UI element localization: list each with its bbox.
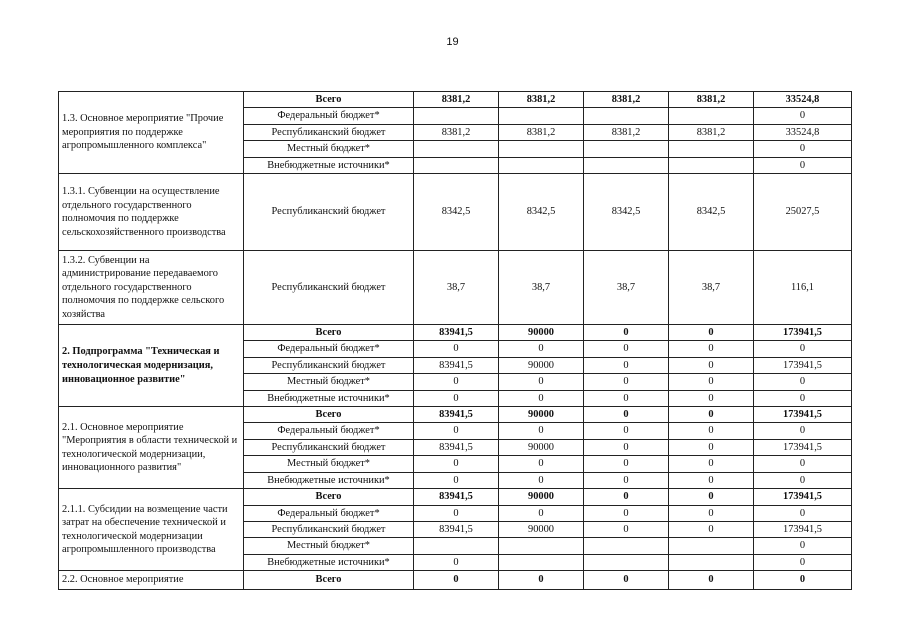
value-year-3 (584, 538, 669, 554)
value-year-3: 8381,2 (584, 92, 669, 108)
value-year-1 (414, 157, 499, 173)
funding-source: Внебюджетные источники* (244, 554, 414, 570)
value-year-4 (669, 108, 754, 124)
value-year-3: 0 (584, 407, 669, 423)
funding-source: Внебюджетные источники* (244, 390, 414, 406)
value-year-4: 8381,2 (669, 92, 754, 108)
value-total: 116,1 (754, 251, 852, 325)
funding-source: Местный бюджет* (244, 374, 414, 390)
value-year-4: 0 (669, 325, 754, 341)
value-total: 0 (754, 472, 852, 488)
funding-source: Республиканский бюджет (244, 521, 414, 537)
value-year-4: 0 (669, 407, 754, 423)
value-year-4: 0 (669, 341, 754, 357)
value-year-1: 83941,5 (414, 325, 499, 341)
value-year-2: 90000 (499, 325, 584, 341)
value-year-2: 90000 (499, 489, 584, 505)
value-year-2: 90000 (499, 357, 584, 373)
value-year-4 (669, 141, 754, 157)
value-year-2: 0 (499, 341, 584, 357)
value-year-2: 90000 (499, 407, 584, 423)
value-year-1: 8381,2 (414, 124, 499, 140)
value-year-2: 0 (499, 423, 584, 439)
value-year-1: 83941,5 (414, 489, 499, 505)
value-year-2: 38,7 (499, 251, 584, 325)
value-year-4 (669, 538, 754, 554)
value-year-1: 8381,2 (414, 92, 499, 108)
value-year-3: 0 (584, 472, 669, 488)
value-year-1: 0 (414, 374, 499, 390)
value-year-1: 0 (414, 472, 499, 488)
value-year-3 (584, 157, 669, 173)
value-year-2: 0 (499, 456, 584, 472)
value-year-4 (669, 554, 754, 570)
funding-source: Федеральный бюджет* (244, 108, 414, 124)
funding-source: Республиканский бюджет (244, 357, 414, 373)
value-total: 0 (754, 423, 852, 439)
funding-source: Республиканский бюджет (244, 251, 414, 325)
value-year-3: 8381,2 (584, 124, 669, 140)
budget-table (58, 91, 852, 590)
value-year-4: 0 (669, 357, 754, 373)
funding-source: Внебюджетные источники* (244, 157, 414, 173)
value-year-3: 0 (584, 374, 669, 390)
funding-source: Местный бюджет* (244, 538, 414, 554)
value-year-3: 38,7 (584, 251, 669, 325)
measure-name: 1.3.1. Субвенции на осуществление отдельного государственного полномочия по поддержке сельскохозяйственного производства (59, 174, 244, 251)
funding-source: Республиканский бюджет (244, 124, 414, 140)
measure-name: 2.1.1. Субсидии на возмещение части затрат на обеспечение технической и технологической модернизации агропромышленного производства (59, 489, 244, 571)
value-year-2: 8381,2 (499, 92, 584, 108)
value-year-1: 83941,5 (414, 521, 499, 537)
value-total: 0 (754, 108, 852, 124)
value-year-2 (499, 538, 584, 554)
value-year-4: 0 (669, 489, 754, 505)
value-year-3: 0 (584, 521, 669, 537)
funding-source: Всего (244, 325, 414, 341)
value-year-1 (414, 141, 499, 157)
value-year-3: 0 (584, 489, 669, 505)
value-year-3 (584, 554, 669, 570)
table-row (59, 251, 852, 325)
value-year-3 (584, 141, 669, 157)
value-year-4: 0 (669, 505, 754, 521)
value-year-3: 0 (584, 456, 669, 472)
value-year-2 (499, 554, 584, 570)
value-total: 0 (754, 157, 852, 173)
table-row (59, 407, 852, 423)
funding-source: Местный бюджет* (244, 141, 414, 157)
value-year-4 (669, 157, 754, 173)
value-year-1: 0 (414, 390, 499, 406)
value-year-1: 8342,5 (414, 174, 499, 251)
value-year-4: 0 (669, 374, 754, 390)
funding-source: Всего (244, 571, 414, 589)
value-year-4: 0 (669, 521, 754, 537)
value-total: 25027,5 (754, 174, 852, 251)
value-year-1: 0 (414, 554, 499, 570)
table-row (59, 174, 852, 251)
funding-source: Всего (244, 407, 414, 423)
value-year-2: 90000 (499, 439, 584, 455)
measure-name: 1.3. Основное мероприятие "Прочие мероприятия по поддержке агропромышленного комплекса" (59, 92, 244, 174)
value-year-3: 0 (584, 571, 669, 589)
value-year-1: 83941,5 (414, 357, 499, 373)
value-year-2: 0 (499, 505, 584, 521)
value-total: 0 (754, 554, 852, 570)
value-year-2: 8381,2 (499, 124, 584, 140)
measure-name: 2. Подпрограмма "Техническая и технологическая модернизация, инновационное развитие" (59, 325, 244, 407)
budget-table-body (59, 92, 852, 590)
value-year-2 (499, 141, 584, 157)
measure-name: 2.1. Основное мероприятие "Мероприятия в области технической и технологической модернизации, инновационного развития" (59, 407, 244, 489)
value-total: 0 (754, 456, 852, 472)
table-row (59, 92, 852, 108)
value-year-1: 0 (414, 341, 499, 357)
value-year-4: 0 (669, 423, 754, 439)
value-total: 33524,8 (754, 92, 852, 108)
funding-source: Федеральный бюджет* (244, 423, 414, 439)
funding-source: Федеральный бюджет* (244, 505, 414, 521)
value-year-1: 0 (414, 505, 499, 521)
funding-source: Республиканский бюджет (244, 439, 414, 455)
measure-name: 2.2. Основное мероприятие (59, 571, 244, 589)
measure-name: 1.3.2. Субвенции на администрирование передаваемого отдельного государственного полномочия по поддержке сельского хозяйства (59, 251, 244, 325)
value-total: 173941,5 (754, 489, 852, 505)
value-year-1 (414, 538, 499, 554)
value-total: 173941,5 (754, 439, 852, 455)
value-year-3: 0 (584, 505, 669, 521)
table-row (59, 325, 852, 341)
funding-source: Всего (244, 92, 414, 108)
value-total: 0 (754, 571, 852, 589)
value-year-3: 0 (584, 390, 669, 406)
value-total: 173941,5 (754, 357, 852, 373)
value-year-2: 0 (499, 571, 584, 589)
funding-source: Местный бюджет* (244, 456, 414, 472)
value-year-3: 0 (584, 341, 669, 357)
value-year-1 (414, 108, 499, 124)
value-year-1: 83941,5 (414, 439, 499, 455)
value-year-1: 0 (414, 456, 499, 472)
value-total: 0 (754, 341, 852, 357)
value-year-4: 8381,2 (669, 124, 754, 140)
value-year-1: 83941,5 (414, 407, 499, 423)
table-row (59, 571, 852, 589)
value-year-4: 0 (669, 439, 754, 455)
table-row (59, 489, 852, 505)
value-year-4: 8342,5 (669, 174, 754, 251)
value-year-4: 38,7 (669, 251, 754, 325)
page-number: 19 (446, 36, 459, 48)
value-year-3: 0 (584, 423, 669, 439)
value-total: 0 (754, 538, 852, 554)
funding-source: Внебюджетные источники* (244, 472, 414, 488)
value-total: 0 (754, 374, 852, 390)
value-year-2 (499, 108, 584, 124)
value-total: 173941,5 (754, 521, 852, 537)
value-total: 173941,5 (754, 407, 852, 423)
value-total: 0 (754, 505, 852, 521)
value-year-2: 0 (499, 374, 584, 390)
value-year-3: 0 (584, 439, 669, 455)
value-year-1: 0 (414, 423, 499, 439)
value-total: 0 (754, 390, 852, 406)
value-year-1: 38,7 (414, 251, 499, 325)
value-year-4: 0 (669, 390, 754, 406)
value-year-4: 0 (669, 456, 754, 472)
value-year-4: 0 (669, 571, 754, 589)
value-year-3: 0 (584, 325, 669, 341)
value-year-2: 8342,5 (499, 174, 584, 251)
funding-source: Федеральный бюджет* (244, 341, 414, 357)
value-year-1: 0 (414, 571, 499, 589)
value-year-3: 0 (584, 357, 669, 373)
value-year-2 (499, 157, 584, 173)
funding-source: Всего (244, 489, 414, 505)
value-year-3: 8342,5 (584, 174, 669, 251)
value-year-2: 0 (499, 390, 584, 406)
funding-source: Республиканский бюджет (244, 174, 414, 251)
value-year-3 (584, 108, 669, 124)
value-total: 33524,8 (754, 124, 852, 140)
value-total: 173941,5 (754, 325, 852, 341)
value-total: 0 (754, 141, 852, 157)
value-year-2: 0 (499, 472, 584, 488)
value-year-4: 0 (669, 472, 754, 488)
value-year-2: 90000 (499, 521, 584, 537)
